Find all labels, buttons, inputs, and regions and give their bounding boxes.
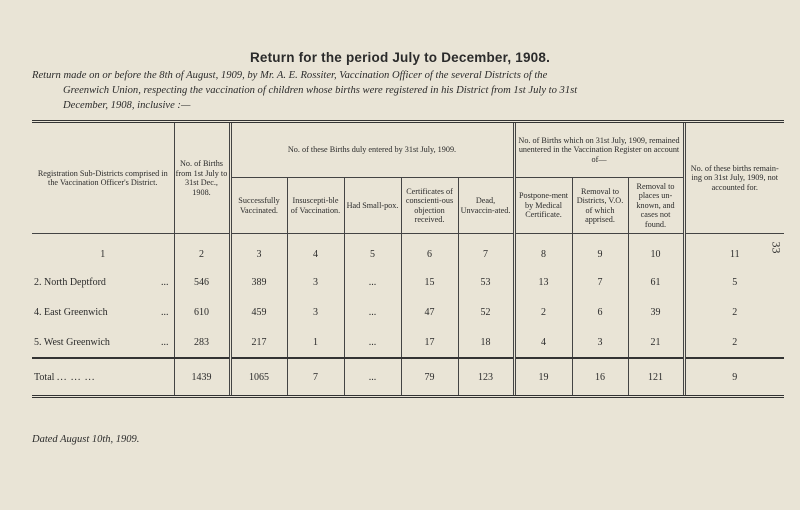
column-number: 8	[514, 234, 572, 268]
header-births: No. of Births from 1st July to 31st Dec., 1908.	[174, 122, 230, 234]
total-vaccinated: 1065	[230, 358, 287, 397]
header-removal-districts: Removal to Districts, V.O. of which apprised.	[572, 178, 628, 234]
total-removal-districts: 16	[572, 358, 628, 397]
page-number: 33	[769, 241, 784, 254]
cell-postponement: 13	[514, 267, 572, 297]
cell-births: 610	[174, 297, 230, 327]
cell-insusceptible: 1	[287, 327, 344, 358]
page-title: Return for the period July to December, 1908.	[249, 50, 551, 65]
column-number: 5	[344, 234, 401, 268]
cell-removal-districts: 3	[572, 327, 628, 358]
header-not-accounted: No. of these births remain-ing on 31st July, 1909, not accounted for.	[684, 122, 784, 234]
column-number: 11	[684, 234, 784, 268]
header-postponement: Postpone-ment by Medical Certificate.	[514, 178, 572, 234]
cell-births: 546	[174, 267, 230, 297]
header-insusceptible: Insuscepti-ble of Vaccination.	[287, 178, 344, 234]
total-small-pox: ...	[344, 358, 401, 397]
column-number: 10	[628, 234, 684, 268]
cell-small-pox: ...	[344, 327, 401, 358]
header-sub-districts: Registration Sub-Districts comprised in the Vaccination Officer's District.	[32, 122, 174, 234]
header-conscientious-objection: Certificates of conscienti-ous objection received.	[401, 178, 458, 234]
cell-removal-unknown: 21	[628, 327, 684, 358]
header-group-unentered: No. of Births which on 31st July, 1909, remained unentered in the Vaccination Register on account of—	[514, 122, 684, 178]
district-name: 4. East Greenwich ...	[34, 306, 169, 318]
dated-line: Dated August 10th, 1909.	[32, 434, 140, 445]
cell-vaccinated: 217	[230, 327, 287, 358]
cell-vaccinated: 459	[230, 297, 287, 327]
intro-paragraph	[32, 68, 767, 113]
total-insusceptible: 7	[287, 358, 344, 397]
cell-removal-unknown: 61	[628, 267, 684, 297]
column-number: 6	[401, 234, 458, 268]
cell-removal-unknown: 39	[628, 297, 684, 327]
cell-removal-districts: 7	[572, 267, 628, 297]
cell-insusceptible: 3	[287, 297, 344, 327]
column-number: 9	[572, 234, 628, 268]
intro-line-3: December, 1908, inclusive :—	[63, 100, 191, 111]
cell-postponement: 4	[514, 327, 572, 358]
table-row	[32, 267, 784, 297]
column-number: 3	[230, 234, 287, 268]
header-dead-unvaccinated: Dead, Unvaccin-ated.	[458, 178, 514, 234]
cell-small-pox: ...	[344, 267, 401, 297]
column-number: 2	[174, 234, 230, 268]
header-group-entered: No. of these Births duly entered by 31st July, 1909.	[230, 122, 514, 178]
cell-vaccinated: 389	[230, 267, 287, 297]
total-dead: 123	[458, 358, 514, 397]
total-removal-unknown: 121	[628, 358, 684, 397]
vaccination-return-table	[32, 120, 784, 398]
cell-dead: 18	[458, 327, 514, 358]
district-name: 2. North Deptford ...	[34, 276, 169, 288]
cell-not-accounted: 5	[684, 267, 784, 297]
district-name: 5. West Greenwich ...	[34, 336, 169, 348]
cell-conscientious: 17	[401, 327, 458, 358]
total-births: 1439	[174, 358, 230, 397]
cell-postponement: 2	[514, 297, 572, 327]
total-label: Total ... ... ...	[32, 358, 174, 397]
cell-conscientious: 15	[401, 267, 458, 297]
column-number: 4	[287, 234, 344, 268]
header-removal-unknown: Removal to places un-known, and cases not found.	[628, 178, 684, 234]
header-successfully-vaccinated: Successfully Vaccinated.	[230, 178, 287, 234]
cell-not-accounted: 2	[684, 327, 784, 358]
cell-insusceptible: 3	[287, 267, 344, 297]
cell-conscientious: 47	[401, 297, 458, 327]
cell-births: 283	[174, 327, 230, 358]
total-row	[32, 358, 784, 397]
column-number-row	[32, 234, 784, 268]
table-row	[32, 297, 784, 327]
intro-line-2: Greenwich Union, respecting the vaccination of children whose births were registered in his District from 1st July to 31st	[63, 85, 578, 96]
total-conscientious: 79	[401, 358, 458, 397]
cell-small-pox: ...	[344, 297, 401, 327]
cell-removal-districts: 6	[572, 297, 628, 327]
cell-dead: 52	[458, 297, 514, 327]
total-postponement: 19	[514, 358, 572, 397]
cell-dead: 53	[458, 267, 514, 297]
header-small-pox: Had Small-pox.	[344, 178, 401, 234]
table-row	[32, 327, 784, 358]
cell-not-accounted: 2	[684, 297, 784, 327]
column-number: 1	[32, 234, 174, 268]
column-number: 7	[458, 234, 514, 268]
total-not-accounted: 9	[684, 358, 784, 397]
intro-line-1: Return made on or before the 8th of August, 1909, by Mr. A. E. Rossiter, Vaccination Officer of the several Districts of the	[32, 70, 548, 81]
